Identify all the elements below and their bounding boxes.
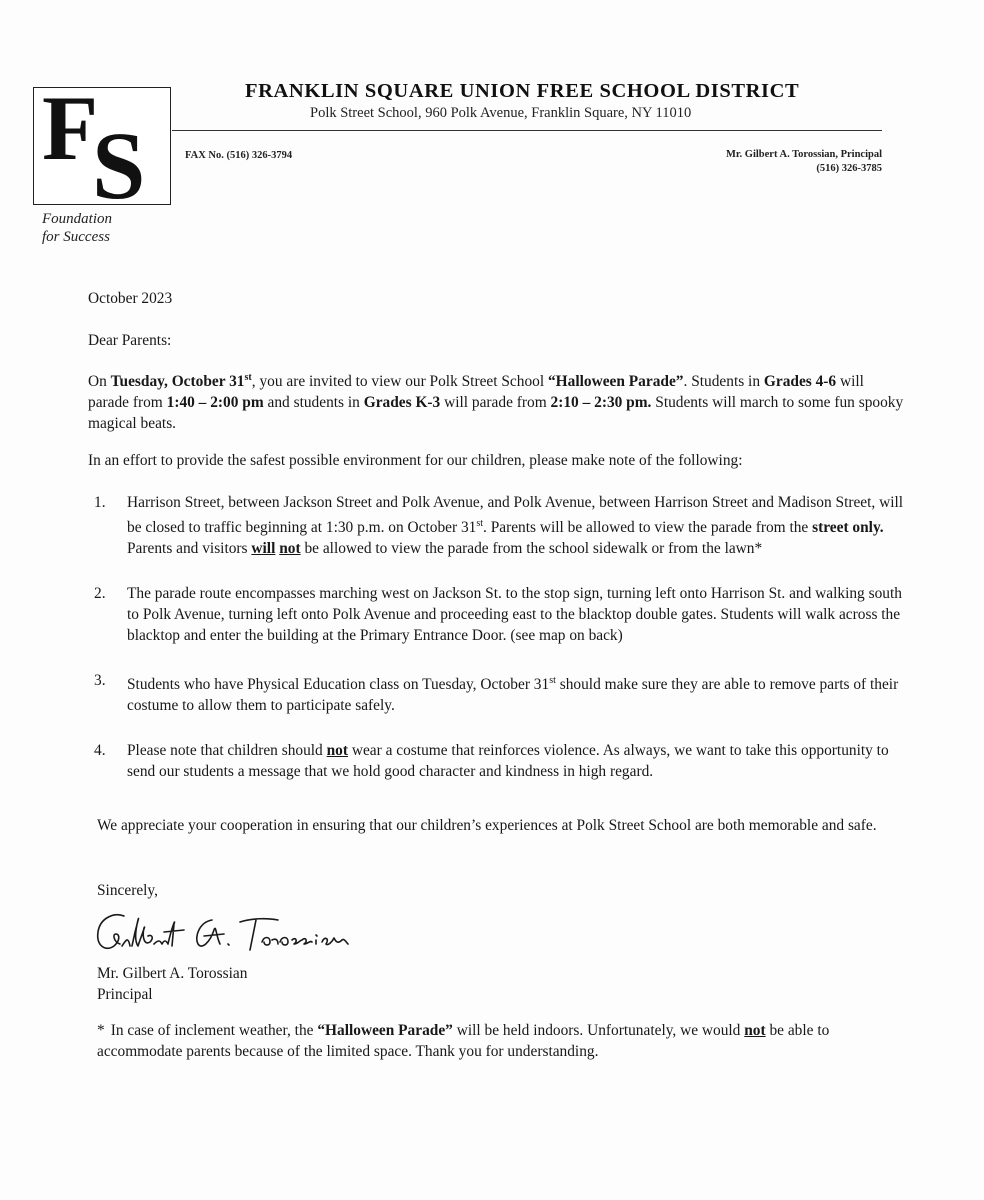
intro-grades-upper: Grades 4-6 <box>763 373 837 391</box>
intro-text-4: will parade from <box>88 373 864 412</box>
list-number: 1. <box>94 494 106 511</box>
safety-list <box>94 492 914 806</box>
principal-title: Mr. Gilbert A. Torossian, Principal <box>725 149 882 160</box>
list-number: 3. <box>94 672 106 690</box>
logo-letter-s: S <box>92 112 146 219</box>
safety-lead: In an effort to provide the safest possible environment for our children, please make note of the following: <box>88 452 743 469</box>
item-4-text-2: wear a costume that reinforces violence. As always, we want to take this opportunity to send our students a message that we hold good character and kindness in high regard. <box>127 742 889 781</box>
signer-block <box>97 963 917 1005</box>
handwritten-signature <box>92 906 357 966</box>
signer-name: Mr. Gilbert A. Torossian <box>97 965 248 982</box>
letter-date: October 2023 <box>88 290 173 307</box>
logo-letter-f: F <box>42 77 99 179</box>
salutation: Dear Parents: <box>88 332 172 349</box>
item-1-text-3: Parents and visitors <box>127 540 252 558</box>
list-number: 4. <box>94 742 106 760</box>
item-2-text: The parade route encompasses marching west on Jackson St. to the stop sign, turning left onto Harrison St. and walking south to Polk Avenue, turning left onto Polk Avenue and proceeding east to the blacktop double gates. Students will walk across the blacktop and enter the building at the Primary Entrance Door. (see map on back) <box>127 585 902 645</box>
item-1-suffix: st <box>476 518 484 529</box>
item-4-not: not <box>326 742 348 760</box>
item-1-text-2: . Parents will be allowed to view the parade from the <box>483 519 813 537</box>
logo-tagline <box>42 210 112 246</box>
intro-text-6: will parade from <box>440 394 551 412</box>
fax-number: FAX No. (516) 326-3794 <box>185 150 293 161</box>
footnote-text-3: be able to accommodate parents because of the limited space. Thank you for understanding. <box>97 1022 830 1060</box>
intro-text-2: , you are invited to view our Polk Street School <box>251 373 548 391</box>
item-1-text-5: be allowed to view the parade from the school sidewalk or from the lawn* <box>300 540 763 558</box>
list-item <box>94 583 914 646</box>
item-4-text-1: Please note that children should <box>127 742 327 760</box>
school-address: Polk Street School, 960 Polk Avenue, Franklin Square, NY 11010 <box>310 105 692 121</box>
intro-time-lower: 2:10 – 2:30 pm. <box>550 394 652 412</box>
footnote-text-2: will be held indoors. Unfortunately, we would <box>452 1022 745 1039</box>
list-item <box>94 740 914 782</box>
district-name: FRANKLIN SQUARE UNION FREE SCHOOL DISTRICT <box>245 80 800 102</box>
intro-date-suffix: st <box>244 372 252 383</box>
weather-footnote <box>97 1020 907 1062</box>
footnote-event-name: “Halloween Parade” <box>317 1022 453 1039</box>
item-3-suffix: st <box>549 675 556 687</box>
list-item <box>94 670 914 716</box>
intro-time-upper: 1:40 – 2:00 pm <box>166 394 264 412</box>
closing-paragraph: We appreciate your cooperation in ensuring that our children’s experiences at Polk Street School are both memorable and safe. <box>97 817 877 834</box>
sign-off: Sincerely, <box>97 882 158 899</box>
item-1-not: not <box>279 540 301 558</box>
tagline-line-2: for Success <box>42 229 110 245</box>
intro-event-name: “Halloween Parade” <box>547 373 684 391</box>
intro-text-3: . Students in <box>683 373 764 391</box>
tagline-line-1: Foundation <box>42 211 112 227</box>
intro-text-5: and students in <box>263 394 364 412</box>
item-3-text-1: Students who have Physical Education class on Tuesday, October 31 <box>127 676 550 694</box>
intro-text-7: Students will march to some fun spooky magical beats. <box>88 394 904 433</box>
footnote-not: not <box>744 1022 766 1039</box>
item-1-text-1: Harrison Street, between Jackson Street and Polk Avenue, and Polk Avenue, between Harrison Street and Madison Street, will be closed to traffic beginning at 1:30 p.m. on October 31 <box>127 494 904 537</box>
item-1-street-only: street only. <box>812 519 884 537</box>
item-3-text-2: should make sure they are able to remove parts of their costume to allow them to participate safely. <box>127 676 899 715</box>
signer-title: Principal <box>97 986 153 1003</box>
principal-phone: (516) 326-3785 <box>816 163 882 174</box>
intro-grades-lower: Grades K-3 <box>363 394 441 412</box>
intro-paragraph <box>88 367 908 434</box>
item-1-will: will <box>251 540 276 558</box>
principal-contact <box>726 148 882 176</box>
footnote-text-1: In case of inclement weather, the <box>110 1022 318 1039</box>
list-number: 2. <box>94 585 106 603</box>
list-item <box>94 492 914 559</box>
intro-date <box>111 373 252 390</box>
intro-date-text: Tuesday, October 31 <box>110 373 245 391</box>
footnote-asterisk: * <box>97 1022 105 1039</box>
letterhead-rule <box>172 130 882 131</box>
intro-text-1: On <box>88 373 111 391</box>
